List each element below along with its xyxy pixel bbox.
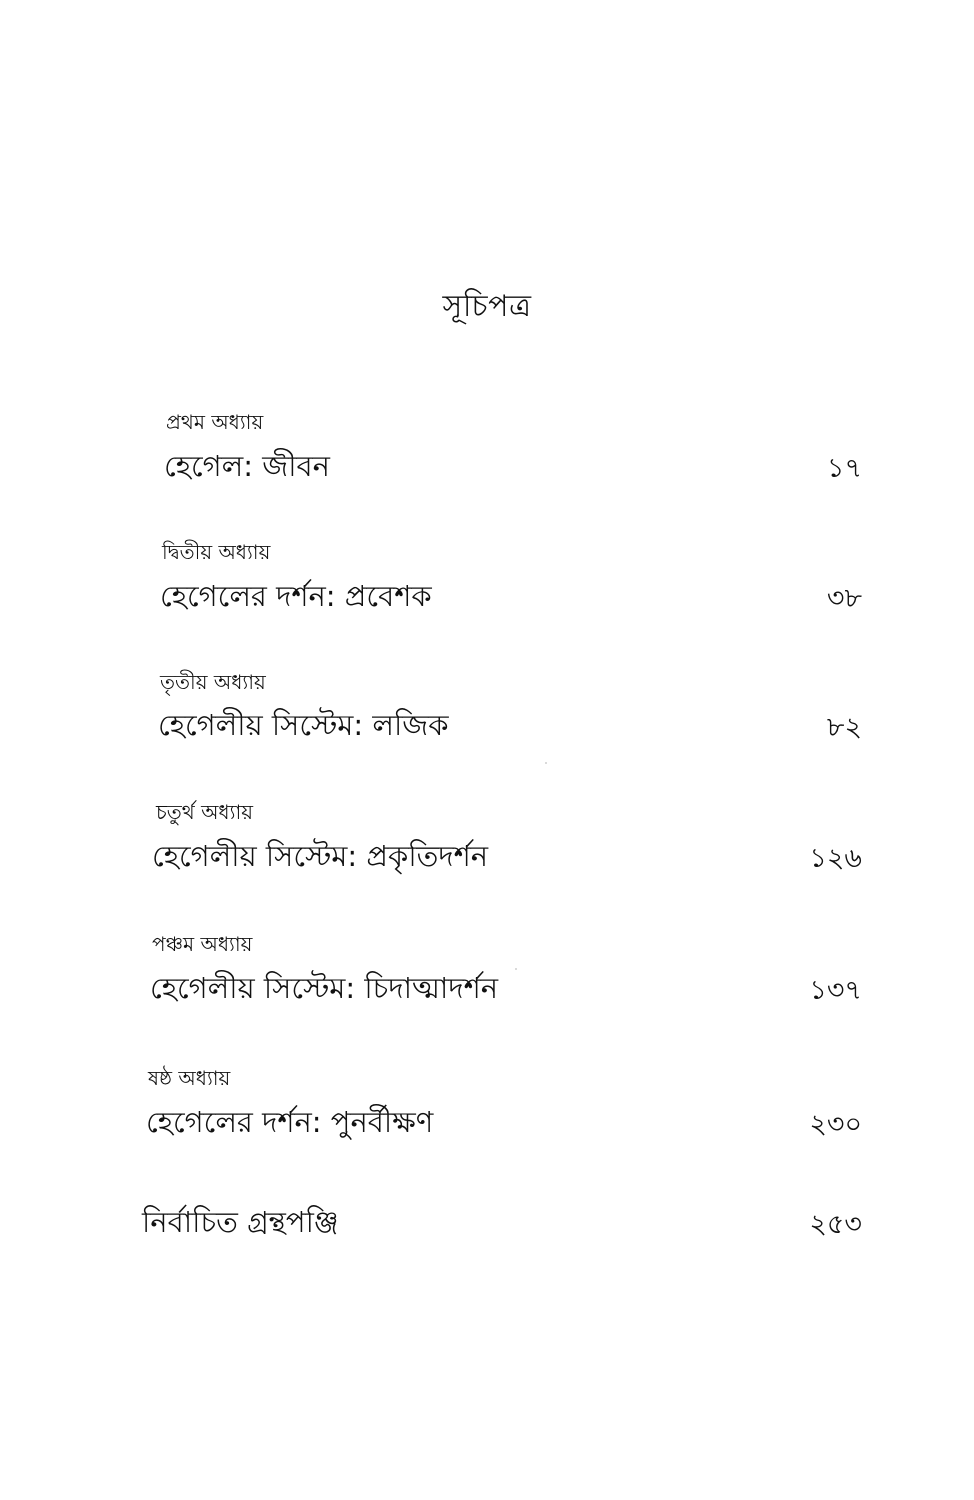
chapter-title: হেগেলীয় সিস্টেম: প্রকৃতিদর্শন	[152, 839, 489, 873]
chapter-title: হেগেলীয় সিস্টেম: লজিক	[158, 708, 449, 742]
scan-speck	[545, 762, 547, 764]
page-number: ১৩৭	[809, 975, 862, 1006]
bibliography-title: নির্বাচিত গ্রন্থপঞ্জি	[142, 1205, 339, 1239]
page-number: ৮২	[826, 712, 862, 743]
chapter-title: হেগেলীয় সিস্টেম: চিদাত্মাদর্শন	[150, 971, 499, 1005]
chapter-label: দ্বিতীয় অধ্যায়	[162, 540, 271, 564]
page-number: ২৫৩	[809, 1209, 862, 1240]
page-number: ১২৬	[809, 843, 862, 874]
chapter-label: পঞ্চম অধ্যায়	[152, 932, 253, 956]
chapter-title: হেগেল: জীবন	[164, 449, 330, 483]
chapter-label: তৃতীয় অধ্যায়	[160, 670, 266, 694]
page-title: সূচিপত্র	[442, 289, 532, 324]
scan-speck	[515, 968, 517, 970]
chapter-label: প্রথম অধ্যায়	[166, 410, 264, 434]
chapter-title: হেগেলের দর্শন: প্রবেশক	[160, 579, 432, 613]
page-number: ২৩০	[809, 1109, 862, 1140]
chapter-label: চতুর্থ অধ্যায়	[156, 800, 254, 824]
chapter-label: ষষ্ঠ অধ্যায়	[148, 1066, 231, 1090]
page-number: ৩৮	[826, 583, 862, 614]
page-number: ১৭	[826, 453, 862, 484]
chapter-title: হেগেলের দর্শন: পুনর্বীক্ষণ	[146, 1105, 434, 1139]
